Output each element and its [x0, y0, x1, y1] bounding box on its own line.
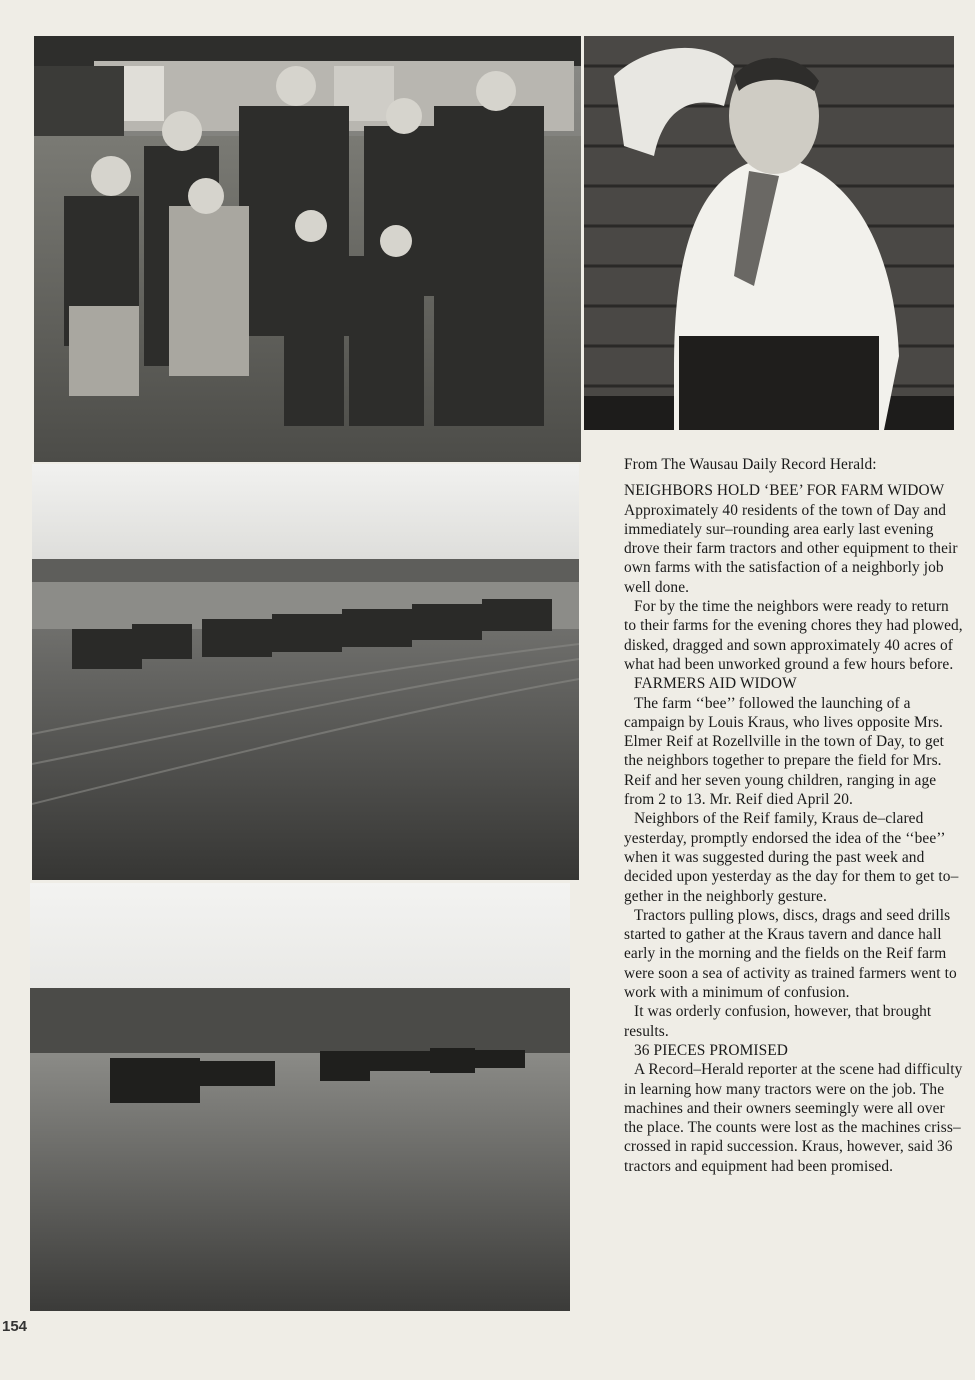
page-number: 154 [2, 1318, 28, 1335]
article-paragraph: For by the time the neighbors were ready to return to their farms for the evening chores they had plowed, disked, dragged and sown approximately 40 acres of what had been unworked ground a few hours before. [624, 598, 963, 673]
article-paragraph: Neighbors of the Reif family, Kraus de–clared yesterday, promptly endorsed the idea of the ‘‘bee’’ when it was suggested during the past week and decided upon yesterday as the day for them to get to–gether in the neighborly gesture. [624, 810, 959, 905]
newspaper-article [624, 455, 964, 1176]
article-paragraph: Tractors pulling plows, discs, drags and seed drills started to gather at the Kraus tavern and dance hall early in the morning and the fields on the Reif farm were soon a sea of activity as trained farmers went to work with a minimum of confusion. [624, 906, 957, 1002]
tractors-sowing-photo [30, 883, 570, 1311]
article-headline: NEIGHBORS HOLD ‘BEE’ FOR FARM WIDOW [624, 482, 945, 500]
article-subhead: 36 PIECES PROMISED [634, 1041, 789, 1059]
man-portrait-photo [584, 36, 954, 430]
article-subhead: FARMERS AID WIDOW [634, 675, 797, 693]
article-source: From The Wausau Daily Record Herald: [624, 456, 877, 473]
tractors-lineup-photo [32, 464, 579, 880]
article-paragraph: The farm ‘‘bee’’ followed the launching of a campaign by Louis Kraus, who lives opposite Mrs. Elmer Reif at Rozellville in the town of Day, to get the neighbors together to prepare the field for Mrs. Reif and her seven young children, ranging in age from 2 to 13. Mr. Reif died April 20. [624, 694, 945, 809]
article-paragraph: It was orderly confusion, however, that brought results. [624, 1003, 932, 1040]
family-photo [34, 36, 581, 462]
article-lead-paragraph: Approximately 40 residents of the town of Day and immediately sur–rounding area early last evening drove their farm tractors and other equipment to their own farms with the satisfaction of a neighborly job well done. [624, 501, 958, 596]
article-paragraph: A Record–Herald reporter at the scene had difficulty in learning how many tractors were on the job. The machines and their owners seemingly were all over the place. The counts were lost as the machines criss–crossed in rapid succession. Kraus, however, said 36 tractors and equipment had been promised. [624, 1061, 963, 1175]
